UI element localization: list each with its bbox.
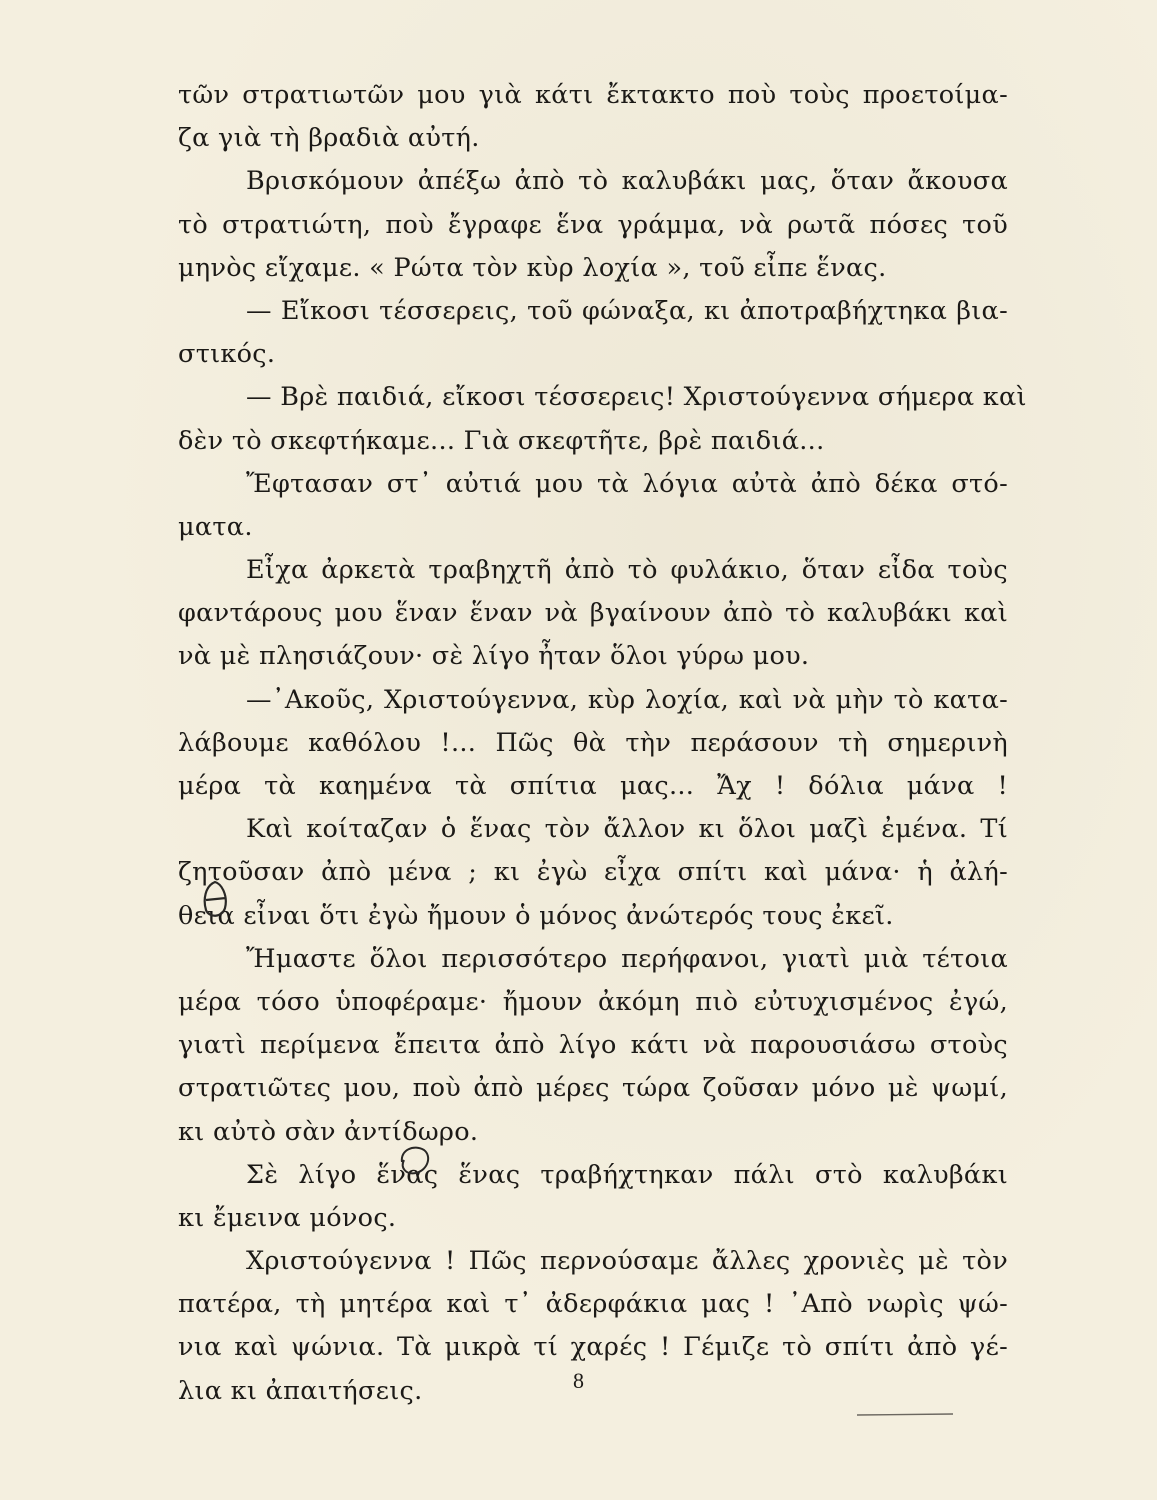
text-line: τῶν στρατιωτῶν μου γιὰ κάτι ἔκτακτο ποὺ τοὺς προετοίμα- [178, 80, 1008, 110]
text-line: Σὲ λίγο ἕνας ἕνας τραβήχτηκαν πάλι στὸ καλυβάκι [246, 1159, 1008, 1190]
text-line: Ἤμαστε ὅλοι περισσότερο περήφανοι, γιατὶ μιὰ τέτοια [246, 943, 1008, 974]
text-line: —᾽Ακοῦς, Χριστούγεννα, κὺρ λοχία, καὶ νὰ μὴν τὸ κατα- [246, 684, 1008, 715]
text-line: λάβουμε καθόλου !... Πῶς θὰ τὴν περάσουν τὴ σημερινὴ [178, 727, 1008, 758]
text-line: πατέρα, τὴ μητέρα καὶ τ᾽ ἀδερφάκια μας ! ᾽Απὸ νωρὶς ψώ- [178, 1289, 1008, 1320]
text-line: στρατιῶτες μου, ποὺ ἀπὸ μέρες τώρα ζοῦσαν μόνο μὲ ψωμί, [178, 1073, 1008, 1104]
text-line: νὰ μὲ πλησιάζουν· σὲ λίγο ἦταν ὅλοι γύρω μου. [178, 641, 810, 672]
text-line: κι αὐτὸ σὰν ἀντίδωρο. [178, 1116, 479, 1147]
text-line: γιατὶ περίμενα ἔπειτα ἀπὸ λίγο κάτι νὰ παρουσιάσω στοὺς [178, 1030, 1008, 1061]
text-line: νια καὶ ψώνια. Τὰ μικρὰ τί χαρές ! Γέμιζε τὸ σπίτι ἀπὸ γέ- [178, 1332, 1008, 1363]
body-text [178, 74, 1027, 1413]
text-line: Ἔφτασαν στ᾽ αὐτιά μου τὰ λόγια αὐτὰ ἀπὸ δέκα στό- [246, 468, 1008, 499]
text-line: ζα γιὰ τὴ βραδιὰ αὐτή. [178, 123, 480, 154]
text-line: Βρισκόμουν ἀπέξω ἀπὸ τὸ καλυβάκι μας, ὅταν ἄκουσα [246, 166, 1008, 197]
text-line: στικός. [178, 339, 276, 370]
text-line: — Βρὲ παιδιά, εἴκοσι τέσσερεις! Χριστούγεννα σήμερα καὶ [246, 382, 1027, 413]
handwritten-paragraph-mark [200, 878, 230, 920]
text-line: κι ἔμεινα μόνος. [178, 1202, 397, 1233]
handwritten-circle-mark [394, 1140, 434, 1180]
text-line: ματα. [178, 511, 253, 542]
pencil-stroke [855, 1412, 955, 1418]
text-line: Χριστούγεννα ! Πῶς περνούσαμε ἄλλες χρονιὲς μὲ τὸν [246, 1246, 1008, 1277]
text-line: μέρα τόσο ὑποφέραμε· ἤμουν ἀκόμη πιὸ εὐτυχισμένος ἐγώ, [178, 986, 1008, 1017]
text-line: ζητοῦσαν ἀπὸ μένα ; κι ἐγὼ εἶχα σπίτι καὶ μάνα· ἡ ἀλή- [178, 857, 1008, 888]
text-line: θεια εἶναι ὅτι ἐγὼ ἤμουν ὁ μόνος ἀνώτερός τους ἐκεῖ. [178, 900, 894, 931]
text-line: Εἶχα ἀρκετὰ τραβηχτῆ ἀπὸ τὸ φυλάκιο, ὅταν εἶδα τοὺς [246, 555, 1008, 586]
text-line: λια κι ἀπαιτήσεις. [178, 1375, 423, 1406]
text-line: τὸ στρατιώτη, ποὺ ἔγραφε ἕνα γράμμα, νὰ ρωτᾶ πόσες τοῦ [178, 209, 1008, 240]
text-line: μέρα τὰ καημένα τὰ σπίτια μας... Ἄχ ! δόλια μάνα ! [178, 771, 1008, 801]
text-line: φαντάρους μου ἕναν ἕναν νὰ βγαίνουν ἀπὸ τὸ καλυβάκι καὶ [178, 598, 1008, 629]
page-number: 8 [573, 1368, 584, 1393]
text-line: μηνὸς εἴχαμε. « Ρώτα τὸν κὺρ λοχία », τοῦ εἶπε ἕνας. [178, 252, 887, 283]
text-line: δὲν τὸ σκεφτήκαμε... Γιὰ σκεφτῆτε, βρὲ παιδιά... [178, 425, 825, 456]
text-line: — Εἴκοσι τέσσερεις, τοῦ φώναξα, κι ἀποτραβήχτηκα βια- [246, 295, 1008, 326]
text-line: Καὶ κοίταζαν ὁ ἕνας τὸν ἄλλον κι ὅλοι μαζὶ ἐμένα. Τί [246, 814, 1008, 845]
